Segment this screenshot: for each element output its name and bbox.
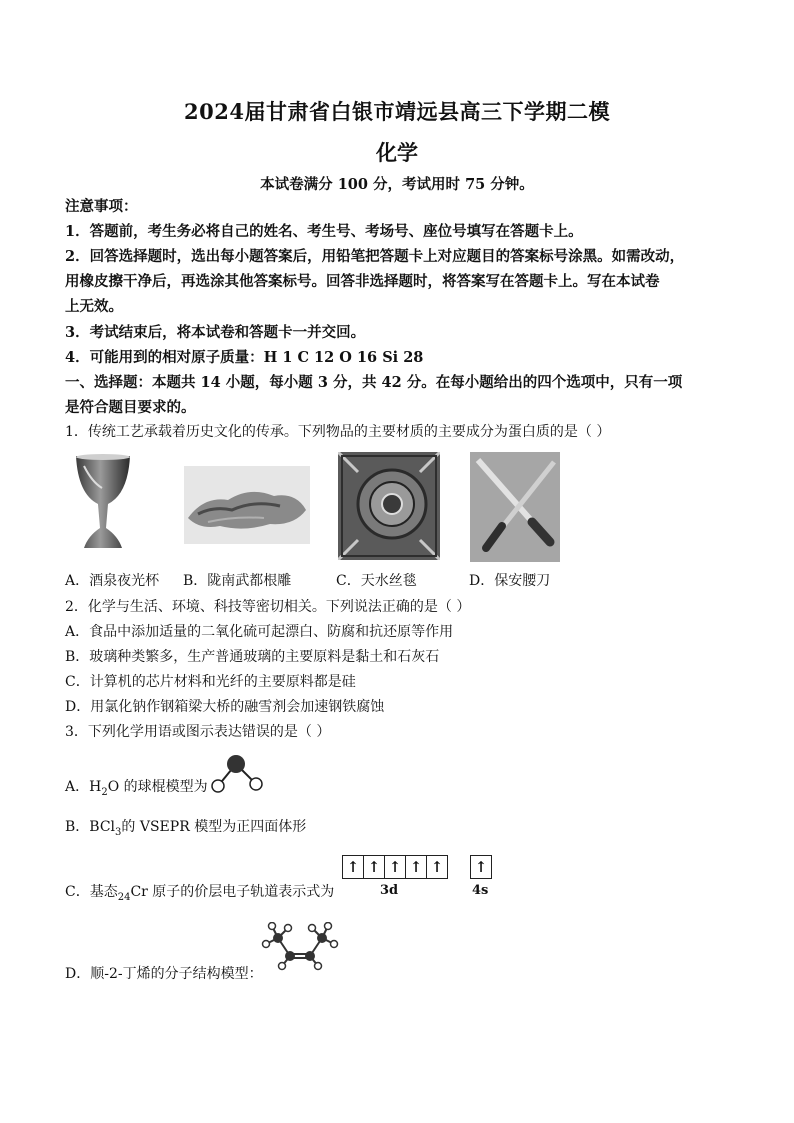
note-3: 3．考试结束后，将本试卷和答题卡一并交回。 bbox=[65, 324, 366, 341]
notes-heading: 注意事项： bbox=[65, 198, 138, 215]
orbital-box: ↑ bbox=[430, 858, 444, 876]
note-1: 1．答题前，考生务必将自己的姓名、考生号、考场号、座位号填写在答题卡上。 bbox=[65, 223, 583, 240]
waist-knife-image bbox=[470, 452, 560, 562]
note-2-line-3: 上无效。 bbox=[65, 298, 123, 315]
orbital-box: ↑ bbox=[364, 856, 385, 878]
note-2-line-2: 用橡皮擦干净后，再选涂其他答案标号。回答非选择题时，将答案写在答题卡上。写在本试卷 bbox=[65, 273, 660, 290]
q1-option-d: D．保安腰刀 bbox=[469, 573, 551, 589]
q3-option-c: C．基态$_{24}$Cr 原子的价层电子轨道表示式为 bbox=[65, 884, 335, 903]
orbital-3d-boxes bbox=[342, 855, 448, 879]
label-3d: 3d bbox=[380, 883, 399, 898]
orbital-4s-box: ↑ bbox=[470, 855, 492, 879]
q2-option-d: D．用氯化钠作钢箱梁大桥的融雪剂会加速钢铁腐蚀 bbox=[65, 699, 385, 715]
root-carving-image bbox=[184, 466, 310, 544]
exam-title: 2024届甘肃省白银市靖远县高三下学期二模 bbox=[184, 99, 610, 124]
q3-option-d: D．顺-2-丁烯的分子结构模型： bbox=[65, 966, 263, 982]
score-info: 本试卷满分 100 分，考试用时 75 分钟。 bbox=[260, 176, 534, 193]
exam-subject: 化学 bbox=[376, 140, 418, 165]
q2-stem: 2．化学与生活、环境、科技等密切相关。下列说法正确的是（ ） bbox=[65, 599, 471, 615]
goblet-image bbox=[72, 452, 134, 552]
q3-option-b: B．BCl$_3$的 VSEPR 模型为正四面体形 bbox=[65, 819, 307, 838]
q1-option-c: C．天水丝毯 bbox=[336, 573, 417, 589]
q2-option-c: C．计算机的芯片材料和光纤的主要原料都是硅 bbox=[65, 674, 356, 690]
silk-carpet-image bbox=[338, 452, 440, 560]
q3-option-a: A．$H_2O$ 的球棍模型为 bbox=[65, 779, 208, 798]
q1-option-a: A．酒泉夜光杯 bbox=[65, 573, 160, 589]
orbital-box: ↑ bbox=[385, 856, 406, 878]
q1-option-b: B．陇南武都根雕 bbox=[183, 573, 292, 589]
orbital-box: ↑ bbox=[406, 856, 427, 878]
label-4s: 4s bbox=[472, 883, 489, 898]
note-4: 4．可能用到的相对原子质量：H 1 C 12 O 16 Si 28 bbox=[65, 349, 424, 366]
q2-option-a: A．食品中添加适量的二氧化硫可起漂白、防腐和抗还原等作用 bbox=[65, 624, 454, 640]
q3-stem: 3．下列化学用语或图示表达错误的是（ ） bbox=[65, 724, 331, 740]
section-1-line-2: 是符合题目要求的。 bbox=[65, 399, 196, 416]
cis-2-butene-model bbox=[256, 922, 342, 972]
orbital-box: ↑ bbox=[343, 856, 364, 878]
cr-orbital-diagram bbox=[342, 855, 502, 901]
q1-stem: 1．传统工艺承载着历史文化的传承。下列物品的主要材质的主要成分为蛋白质的是（ ） bbox=[65, 424, 611, 440]
note-2-line-1: 2．回答选择题时，选出每小题答案后，用铅笔把答题卡上对应题目的答案标号涂黑。如需改动， bbox=[65, 248, 685, 265]
section-1-line-1: 一、选择题：本题共 14 小题，每小题 3 分，共 42 分。在每小题给出的四个选项中，只有一项 bbox=[65, 374, 683, 391]
water-ball-stick-model bbox=[206, 752, 268, 796]
q2-option-b: B．玻璃种类繁多，生产普通玻璃的主要原料是黏土和石灰石 bbox=[65, 649, 440, 665]
